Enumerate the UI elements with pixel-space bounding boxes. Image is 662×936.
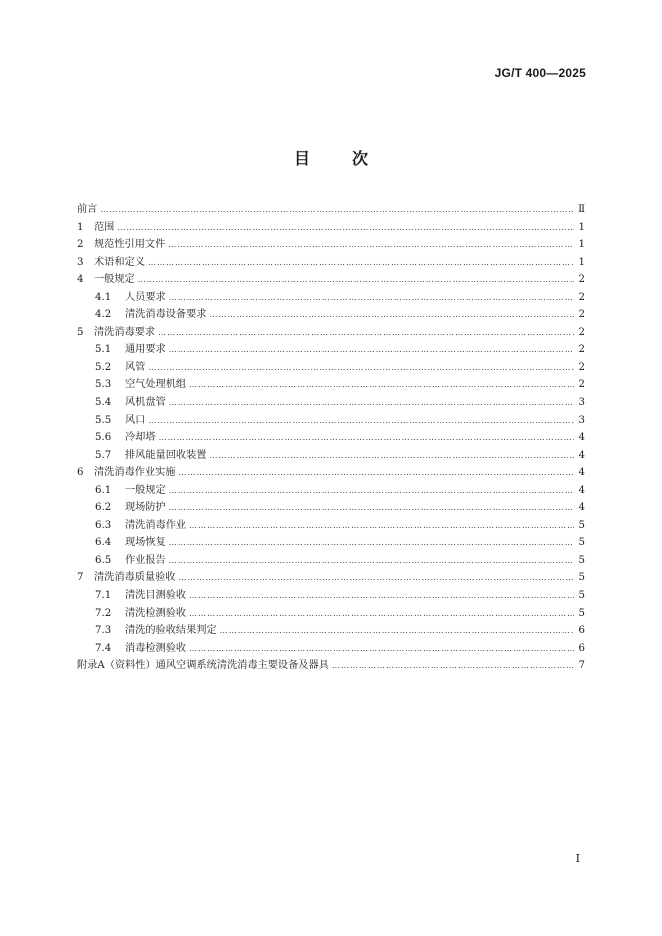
dot-leader <box>159 433 574 442</box>
toc-entry-page: 2 <box>578 344 585 356</box>
toc-entry-number: 5.4 <box>95 397 112 409</box>
table-of-contents <box>77 200 585 674</box>
toc-entry[interactable] <box>77 393 585 411</box>
dot-leader <box>210 451 575 460</box>
toc-entry[interactable] <box>77 533 585 551</box>
dot-leader <box>148 258 574 267</box>
dot-leader <box>169 538 574 547</box>
toc-entry-label: 风管 <box>125 361 146 373</box>
dot-leader <box>189 380 574 389</box>
toc-entry[interactable] <box>77 323 585 341</box>
toc-entry-number: 6.4 <box>95 537 112 549</box>
toc-entry-number: 7.2 <box>95 607 112 619</box>
toc-entry-label: 附录A（资料性）通风空调系统清洗消毒主要设备及器具 <box>77 660 329 672</box>
toc-entry[interactable] <box>77 340 585 358</box>
dot-leader <box>169 398 574 407</box>
toc-entry-label: 排风能量回收装置 <box>125 449 207 461</box>
page-title <box>0 146 662 169</box>
toc-entry[interactable] <box>77 498 585 516</box>
toc-entry-page: 3 <box>578 397 585 409</box>
toc-entry-number: 5 <box>77 326 84 338</box>
toc-entry-page: 4 <box>578 432 585 444</box>
toc-entry-label: 清洗检测验收 <box>125 607 187 619</box>
dot-leader <box>169 503 574 512</box>
toc-entry-page: 2 <box>578 361 585 373</box>
dot-leader <box>189 609 574 618</box>
toc-entry-label: 清洗消毒作业 <box>125 519 187 531</box>
toc-entry-page: 7 <box>578 660 585 672</box>
dot-leader <box>168 240 574 249</box>
title-char-2: 次 <box>352 149 369 168</box>
dot-leader <box>189 591 574 600</box>
dot-leader <box>189 644 574 653</box>
toc-entry-number: 5.5 <box>95 414 112 426</box>
dot-leader <box>210 310 575 319</box>
toc-entry[interactable] <box>77 446 585 464</box>
toc-entry-label: 一般规定 <box>125 484 166 496</box>
toc-entry-label: 消毒检测验收 <box>125 642 187 654</box>
toc-entry-number: 7.3 <box>95 625 112 637</box>
toc-entry-number: 5.3 <box>95 379 112 391</box>
toc-entry-label: 通用要求 <box>125 344 166 356</box>
toc-entry-page: 5 <box>578 572 585 584</box>
toc-entry[interactable] <box>77 375 585 393</box>
toc-entry[interactable] <box>77 411 585 429</box>
toc-entry-page: 2 <box>578 291 585 303</box>
toc-entry-label: 一般规定 <box>94 274 135 286</box>
toc-entry[interactable] <box>77 253 585 271</box>
dot-leader <box>169 345 574 354</box>
toc-entry-page: 1 <box>578 221 585 233</box>
toc-entry-number: 4.2 <box>95 309 112 321</box>
toc-entry-number: 7.1 <box>95 590 112 602</box>
toc-entry-page: 6 <box>578 642 585 654</box>
toc-entry-page: 2 <box>578 326 585 338</box>
dot-leader <box>117 223 574 232</box>
toc-entry[interactable] <box>77 305 585 323</box>
toc-entry-number: 2 <box>77 239 84 251</box>
toc-entry-page: 1 <box>578 256 585 268</box>
toc-entry-page: 3 <box>578 414 585 426</box>
toc-entry-label: 规范性引用文件 <box>94 239 166 251</box>
toc-entry-number: 6.3 <box>95 519 112 531</box>
toc-entry[interactable] <box>77 288 585 306</box>
toc-entry-number: 1 <box>77 221 84 233</box>
toc-entry-page: Ⅱ <box>578 204 585 215</box>
toc-entry-number: 5.2 <box>95 361 112 373</box>
toc-entry-label: 清洗目测验收 <box>125 590 187 602</box>
dot-leader <box>169 486 574 495</box>
toc-entry[interactable] <box>77 551 585 569</box>
toc-entry[interactable] <box>77 568 585 586</box>
toc-entry[interactable] <box>77 358 585 376</box>
toc-entry[interactable] <box>77 481 585 499</box>
toc-entry-page: 5 <box>578 590 585 602</box>
toc-entry-label: 作业报告 <box>125 554 166 566</box>
toc-entry-label: 清洗消毒设备要求 <box>125 309 207 321</box>
toc-entry-label: 清洗的验收结果判定 <box>125 625 217 637</box>
toc-entry-label: 清洗消毒要求 <box>94 326 156 338</box>
toc-entry-page: 2 <box>578 274 585 286</box>
dot-leader <box>138 275 574 284</box>
toc-entry-number: 4.1 <box>95 291 112 303</box>
toc-entry-page: 4 <box>578 467 585 479</box>
toc-entry-label: 清洗消毒作业实施 <box>94 467 176 479</box>
toc-entry-label: 术语和定义 <box>94 256 145 268</box>
toc-entry-number: 6.1 <box>95 484 112 496</box>
toc-entry-page: 1 <box>578 239 585 251</box>
toc-entry-number: 5.6 <box>95 432 112 444</box>
toc-entry-number: 6.5 <box>95 554 112 566</box>
dot-leader <box>332 661 574 670</box>
toc-entry-number: 7 <box>77 572 84 584</box>
toc-entry-number: 5.1 <box>95 344 112 356</box>
toc-entry-page: 5 <box>578 519 585 531</box>
toc-entry[interactable] <box>77 428 585 446</box>
title-char-1: 目 <box>293 149 310 168</box>
toc-entry-page: 5 <box>578 537 585 549</box>
toc-entry-page: 2 <box>578 309 585 321</box>
toc-entry-number: 4 <box>77 274 84 286</box>
toc-entry[interactable] <box>77 218 585 236</box>
dot-leader <box>148 416 574 425</box>
toc-entry-page: 2 <box>578 379 585 391</box>
toc-entry-label: 现场防护 <box>125 502 166 514</box>
toc-entry-label: 风机盘管 <box>125 397 166 409</box>
toc-entry-number: 5.7 <box>95 449 112 461</box>
dot-leader <box>169 293 574 302</box>
toc-entry[interactable] <box>77 586 585 604</box>
toc-entry-number: 6 <box>77 467 84 479</box>
dot-leader <box>220 626 574 635</box>
toc-entry-number: 3 <box>77 256 84 268</box>
dot-leader <box>158 328 574 337</box>
page-number: I <box>575 852 580 865</box>
toc-entry-label: 前言 <box>77 204 98 215</box>
toc-entry[interactable] <box>77 463 585 481</box>
toc-entry-page: 4 <box>578 484 585 496</box>
toc-entry[interactable] <box>77 270 585 288</box>
dot-leader <box>179 468 575 477</box>
dot-leader <box>100 205 574 214</box>
toc-entry-label: 空气处理机组 <box>125 379 187 391</box>
toc-entry-label: 风口 <box>125 414 146 426</box>
toc-entry-page: 5 <box>578 554 585 566</box>
dot-leader <box>148 363 574 372</box>
toc-entry[interactable] <box>77 516 585 534</box>
toc-entry-label: 冷却塔 <box>125 432 156 444</box>
toc-entry-number: 7.4 <box>95 642 112 654</box>
toc-entry-page: 5 <box>578 607 585 619</box>
toc-entry-label: 清洗消毒质量验收 <box>94 572 176 584</box>
dot-leader <box>179 573 575 582</box>
toc-entry-number: 6.2 <box>95 502 112 514</box>
toc-entry-page: 4 <box>578 502 585 514</box>
dot-leader <box>189 521 574 530</box>
toc-entry-page: 6 <box>578 625 585 637</box>
toc-entry[interactable] <box>77 604 585 622</box>
toc-entry-page: 4 <box>578 449 585 461</box>
toc-entry[interactable] <box>77 656 585 674</box>
toc-entry[interactable] <box>77 621 585 639</box>
standard-code: JG/T 400—2025 <box>494 66 586 80</box>
toc-entry[interactable] <box>77 235 585 253</box>
dot-leader <box>169 556 574 565</box>
toc-entry-label: 人员要求 <box>125 291 166 303</box>
toc-entry-label: 现场恢复 <box>125 537 166 549</box>
toc-entry-label: 范围 <box>94 221 115 233</box>
toc-entry[interactable] <box>77 639 585 657</box>
toc-entry[interactable] <box>77 200 585 218</box>
